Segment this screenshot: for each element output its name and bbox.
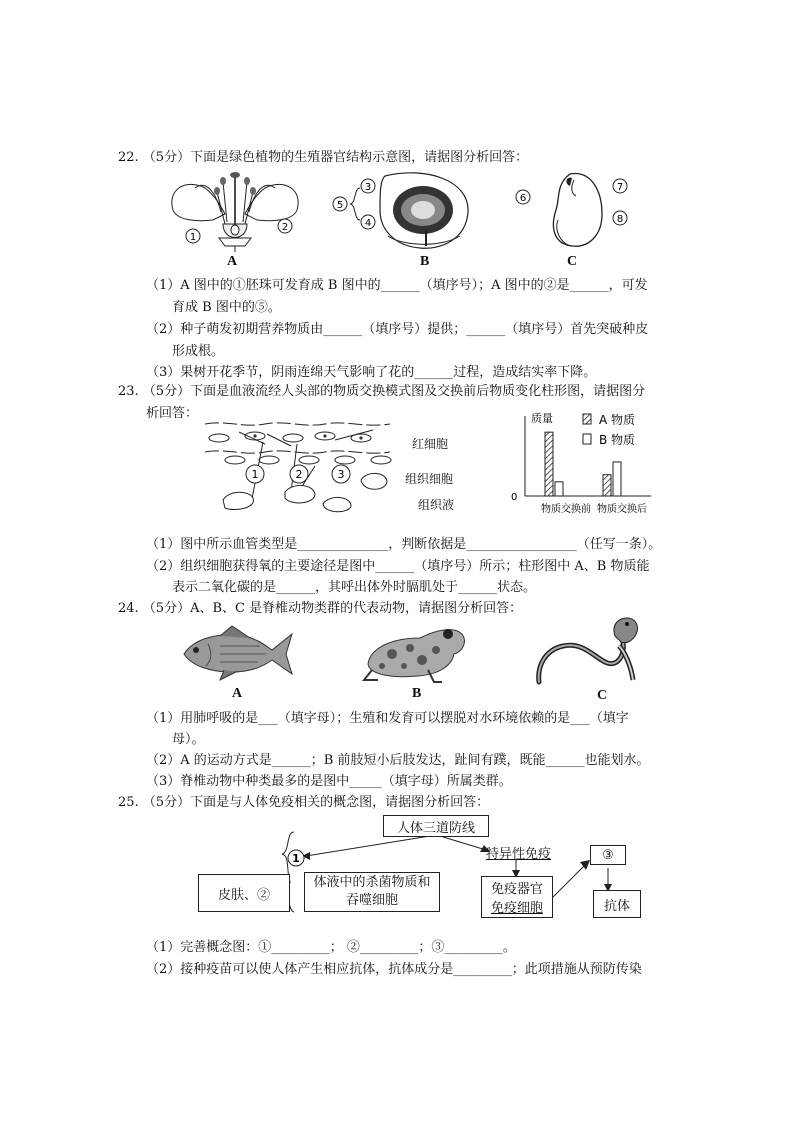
q22-sub2a: （2）种子萌发初期营养物质由______（填序号）提供；______（填序号）首先突破种皮 [146, 322, 649, 337]
q22-sub2b: 形成根。 [172, 344, 225, 359]
q23-title-line2: 析回答： [146, 406, 199, 421]
q23-sub2b: 表示二氧化碳的是______，其呼出体外时膈肌处于______状态。 [172, 580, 537, 595]
q23-sub2a: （2）组织细胞获得氧的主要途径是图中______（填序号）所示；柱形图中 A、B 物质能 [146, 559, 650, 574]
concept-c3-box: ③ [590, 845, 626, 865]
q24-sub2: （2）A 的运动方式是______；B 前肢短小后肢发达，趾间有蹼，既能______也能划水。 [146, 753, 650, 768]
bar-b-after [613, 462, 621, 496]
concept-organs-box [481, 876, 553, 918]
svg-text:6: 6 [519, 193, 527, 204]
concept-antibody-box: 抗体 [593, 890, 641, 918]
y-axis-label: 质量 [531, 412, 553, 425]
bar-chart [505, 408, 655, 520]
q24-sub1b: 母）。 [172, 732, 205, 747]
q22-sub1b: 育成 B 图中的⑤。 [172, 300, 281, 315]
svg-text:4: 4 [364, 218, 372, 229]
bar-a-after [603, 475, 611, 496]
circled-3: 3 [337, 468, 345, 481]
bar-a-before [545, 432, 553, 496]
animal-label-c: C [597, 688, 608, 703]
concept-skin-box [198, 874, 290, 912]
legend-swatch-b [583, 434, 591, 444]
fig-label-a: A [227, 254, 238, 269]
concept-circle-1: 1 [292, 852, 300, 865]
svg-text:7: 7 [616, 182, 624, 193]
bar-b-before [555, 482, 563, 496]
svg-text:8: 8 [616, 214, 624, 225]
legend-label-b: B 物质 [599, 433, 636, 447]
label-tissue-cell: 组织细胞 [405, 472, 454, 486]
q25-sub1: （1）完善概念图：①_________； ②_________；③_________。 [146, 940, 516, 955]
q24-sub3: （3）脊椎动物中种类最多的是图中_____（填字母）所属类群。 [146, 774, 512, 789]
legend-swatch-a [583, 414, 591, 424]
q22-title: 22. （5分）下面是绿色植物的生殖器官结构示意图，请据图分析回答： [118, 150, 529, 165]
svg-text:5: 5 [336, 200, 344, 211]
snake-image [535, 616, 645, 686]
frog-image [362, 620, 470, 684]
x-tick-before: 物质交换前 [541, 504, 591, 515]
concept-organs-line2: 免疫细胞 [490, 901, 543, 916]
fruit-figure [330, 170, 480, 252]
concept-specific: 特异性免疫 [486, 847, 552, 862]
q25-sub2: （2）接种疫苗可以使人体产生相应抗体，抗体成分是_________；此项措施从预防传染 [146, 962, 642, 977]
label-2: 2 [281, 222, 289, 233]
legend-label-a: A 物质 [599, 413, 636, 427]
animal-label-a: A [232, 686, 243, 701]
q22-sub3: （3）果树开花季节，阴雨连绵天气影响了花的______过程，造成结实率下降。 [146, 365, 597, 380]
q22-sub1a: （1）A 图中的①胚珠可发育成 B 图中的______（填序号）；A 图中的②是______，可发 [146, 278, 648, 293]
label-tissue-fluid: 组织液 [418, 498, 455, 512]
seed-figure [510, 170, 640, 252]
circled-1: 1 [251, 468, 259, 481]
exchange-diagram [205, 418, 405, 516]
q23-title-line1: 23. （5分）下面是血液流经人头部的物质交换模式图及交换前后物质变化柱形图，请据图分 [118, 384, 646, 399]
q23-sub1: （1）图中所示血管类型是______________，判断依据是_________________（任写一条）。 [146, 537, 662, 552]
fig-label-c: C [567, 254, 578, 269]
q24-sub1a: （1）用肺呼吸的是___（填字母）；生殖和发育可以摆脱对水环境依赖的是___（填字 [146, 711, 629, 726]
label-red-blood-cell: 红细胞 [412, 437, 449, 451]
animal-label-b: B [412, 686, 422, 701]
fish-image [180, 622, 295, 684]
circled-2: 2 [295, 468, 303, 481]
concept-top-box: 人体三道防线 [383, 815, 489, 837]
concept-skin-text: 皮肤、② [217, 887, 270, 903]
concept-organs-line1: 免疫器官 [490, 882, 543, 897]
x-tick-after: 物质交换后 [597, 504, 647, 515]
flower-figure [165, 170, 305, 252]
concept-fluid-box: 体液中的杀菌物质和吞噬细胞 [304, 872, 440, 912]
fig-label-b: B [420, 254, 430, 269]
svg-text:3: 3 [364, 182, 372, 193]
q25-title: 25. （5分）下面是与人体免疫相关的概念图，请据图分析回答： [118, 795, 490, 810]
origin-label: 0 [511, 492, 518, 503]
label-1: 1 [189, 232, 197, 243]
q24-title: 24. （5分）A、B、C 是脊椎动物类群的代表动物，请据图分析回答： [118, 601, 523, 616]
